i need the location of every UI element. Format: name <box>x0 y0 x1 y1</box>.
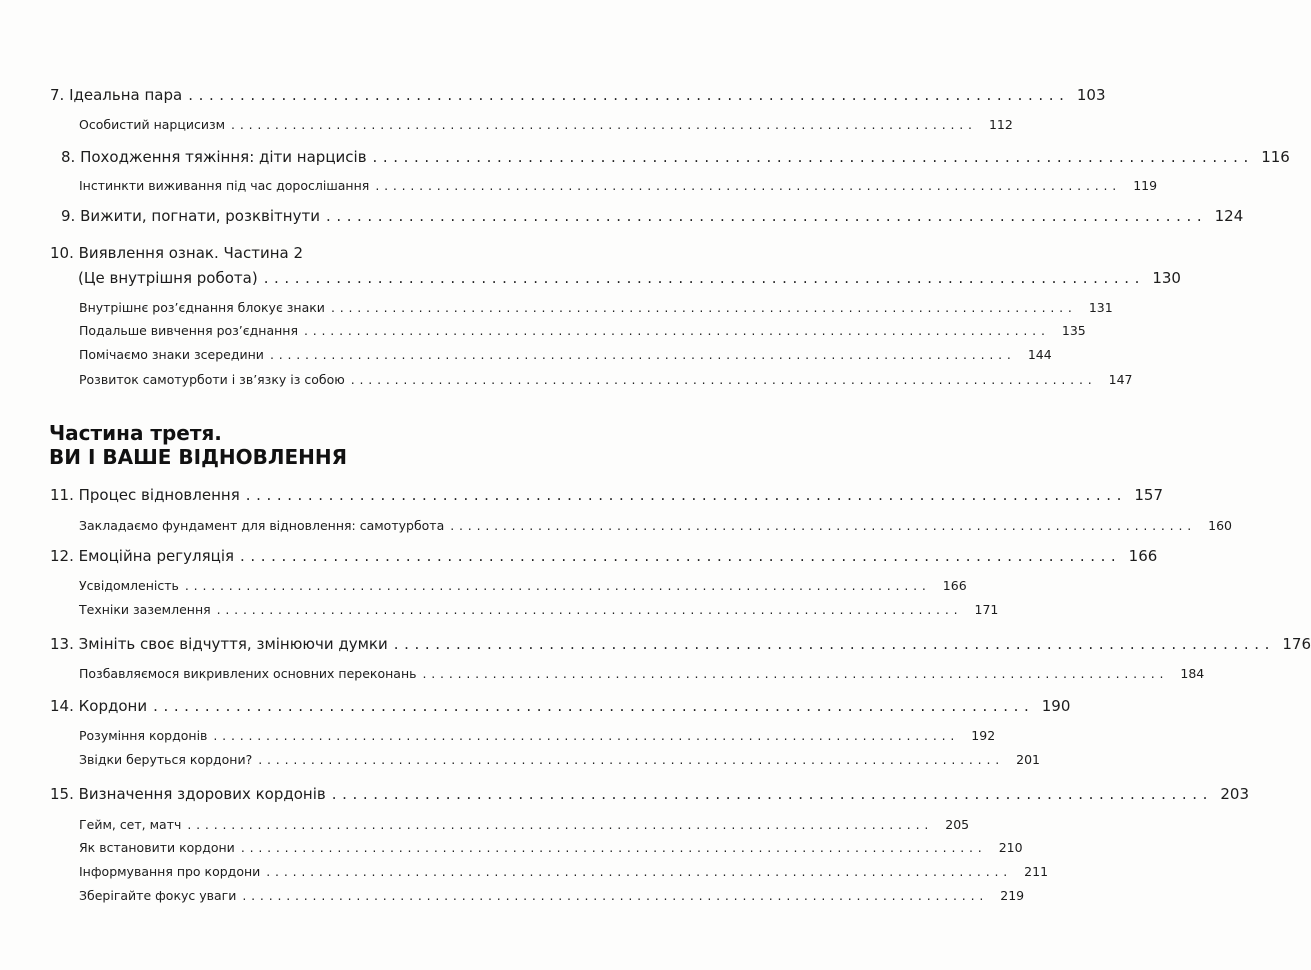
toc-entry-sub[interactable] <box>79 840 1023 855</box>
entry-title-line2: (Це внутрішня робота) <box>78 269 258 287</box>
toc-entry-sub[interactable] <box>79 666 1205 681</box>
entry-page: 160 <box>1208 518 1232 533</box>
entry-title: 8. Походження тяжіння: діти нарцисів <box>61 148 367 166</box>
toc-entry-sub[interactable] <box>79 372 1133 387</box>
entry-page: 112 <box>988 117 1013 132</box>
entry-page: 190 <box>1041 697 1071 715</box>
entry-page: 144 <box>1027 347 1052 362</box>
entry-page: 171 <box>974 602 999 617</box>
entry-title: 10. Виявлення ознак. Частина 2 <box>50 244 304 262</box>
dot-leader: ..................................................................................... <box>188 86 1070 104</box>
entry-page: 210 <box>998 840 1023 855</box>
entry-page: 184 <box>1180 666 1205 681</box>
entry-page: 166 <box>942 578 967 593</box>
dot-leader: ..................................................................................... <box>153 697 1035 715</box>
dot-leader: ..................................................................................... <box>245 486 1128 504</box>
entry-title: 15. Визначення здорових кордонів <box>50 785 326 803</box>
dot-leader: ..................................................................................... <box>258 752 1004 767</box>
dot-leader: ..................................................................................... <box>263 269 1145 287</box>
toc-entry-sub[interactable] <box>79 323 1086 338</box>
entry-title: Розуміння кордонів <box>79 728 208 743</box>
toc-entry-sub[interactable] <box>79 117 1013 132</box>
toc-entry-sub[interactable] <box>79 300 1113 315</box>
entry-title: Особистий нарцисизм <box>79 117 226 132</box>
dot-leader: ..................................................................................... <box>372 148 1254 166</box>
toc-entry-sub[interactable] <box>79 347 1052 362</box>
dot-leader: ..................................................................................... <box>393 635 1276 653</box>
entry-page: 130 <box>1152 269 1181 287</box>
dot-leader: ..................................................................................... <box>184 578 931 593</box>
entry-title: 12. Емоційна регуляція <box>50 547 235 565</box>
entry-title: 9. Вижити, погнати, розквітнути <box>61 207 320 225</box>
toc-entry-chapter-14[interactable] <box>50 697 1071 715</box>
toc-entry-sub[interactable] <box>79 602 999 617</box>
dot-leader: ..................................................................................... <box>350 372 1097 387</box>
toc-entry-chapter-12[interactable] <box>50 547 1158 565</box>
toc-entry-sub[interactable] <box>79 864 1049 879</box>
dot-leader: ..................................................................................... <box>303 323 1050 338</box>
entry-title: Закладаємо фундамент для відновлення: самотурбота <box>79 518 445 533</box>
entry-page: 176 <box>1282 635 1311 653</box>
toc-entry-chapter-15[interactable] <box>50 785 1250 803</box>
entry-title: Позбавляємося викривлених основних переконань <box>79 666 417 681</box>
entry-page: 103 <box>1076 86 1106 104</box>
entry-title: 7. Ідеальна пара <box>50 86 183 104</box>
entry-page: 157 <box>1134 486 1164 504</box>
entry-title: Розвиток самотурботи і зв’язку із собою <box>79 372 345 387</box>
part-subtitle: ВИ І ВАШЕ ВІДНОВЛЕННЯ <box>49 445 348 469</box>
dot-leader: ..................................................................................... <box>242 888 989 903</box>
entry-title: Зберігайте фокус уваги <box>79 888 237 903</box>
dot-leader: ..................................................................................... <box>231 117 977 132</box>
toc-entry-chapter-13[interactable] <box>50 635 1311 653</box>
dot-leader: ..................................................................................... <box>216 602 963 617</box>
entry-page: 124 <box>1214 207 1244 225</box>
entry-title: Інформування про кордони <box>79 864 261 879</box>
entry-title: Техніки заземлення <box>79 602 211 617</box>
dot-leader: ..................................................................................... <box>240 840 987 855</box>
entry-page: 119 <box>1133 178 1158 193</box>
entry-title: 14. Кордони <box>50 697 148 715</box>
toc-entry-sub[interactable] <box>79 518 1232 533</box>
entry-title: Внутрішнє роз’єднання блокує знаки <box>79 300 325 315</box>
part-heading <box>49 421 347 469</box>
entry-title: Усвідомленість <box>79 578 179 593</box>
entry-title: Як встановити кордони <box>79 840 235 855</box>
dot-leader: ..................................................................................... <box>375 178 1122 193</box>
entry-title: 11. Процес відновлення <box>50 486 240 504</box>
dot-leader: ..................................................................................... <box>240 547 1122 565</box>
entry-page: 147 <box>1108 372 1133 387</box>
dot-leader: ..................................................................................... <box>187 817 934 832</box>
entry-title: Звідки беруться кордони? <box>79 752 253 767</box>
entry-page: 201 <box>1016 752 1040 767</box>
toc-entry-chapter-11[interactable] <box>50 486 1164 504</box>
toc-entry-sub[interactable] <box>79 728 996 743</box>
entry-page: 205 <box>945 817 970 832</box>
entry-page: 211 <box>1024 864 1049 879</box>
entry-title: Гейм, сет, матч <box>79 817 182 832</box>
dot-leader: ..................................................................................... <box>331 785 1214 803</box>
part-title: Частина третя. <box>49 421 222 445</box>
toc-entry-sub[interactable] <box>79 817 970 832</box>
entry-page: 166 <box>1128 547 1158 565</box>
entry-page: 192 <box>971 728 996 743</box>
entry-page: 131 <box>1088 300 1113 315</box>
entry-page: 116 <box>1261 148 1290 166</box>
toc-entry-sub[interactable] <box>79 178 1158 193</box>
dot-leader: ..................................................................................... <box>269 347 1016 362</box>
toc-entry-chapter-9[interactable] <box>61 207 1244 225</box>
toc-entry-sub[interactable] <box>79 578 967 593</box>
toc-entry-chapter-7[interactable] <box>50 86 1106 104</box>
toc-entry-chapter-10[interactable] <box>78 269 1181 287</box>
entry-title: Подальше вивчення роз’єднання <box>79 323 298 338</box>
entry-page: 203 <box>1220 785 1250 803</box>
dot-leader: ..................................................................................... <box>325 207 1208 225</box>
dot-leader: ..................................................................................... <box>266 864 1013 879</box>
entry-title: 13. Змініть своє відчуття, змінюючи думки <box>50 635 388 653</box>
entry-page: 219 <box>1000 888 1025 903</box>
dot-leader: ..................................................................................... <box>213 728 960 743</box>
entry-title: Інстинкти виживання під час дорослішання <box>79 178 370 193</box>
entry-page: 135 <box>1061 323 1086 338</box>
toc-entry-sub[interactable] <box>79 888 1025 903</box>
dot-leader: ..................................................................................... <box>422 666 1169 681</box>
dot-leader: ..................................................................................... <box>330 300 1077 315</box>
entry-title: Помічаємо знаки зсередини <box>79 347 264 362</box>
toc-entry-chapter-8[interactable] <box>61 148 1290 166</box>
dot-leader: ..................................................................................... <box>450 518 1196 533</box>
toc-entry-sub[interactable] <box>79 752 1040 767</box>
